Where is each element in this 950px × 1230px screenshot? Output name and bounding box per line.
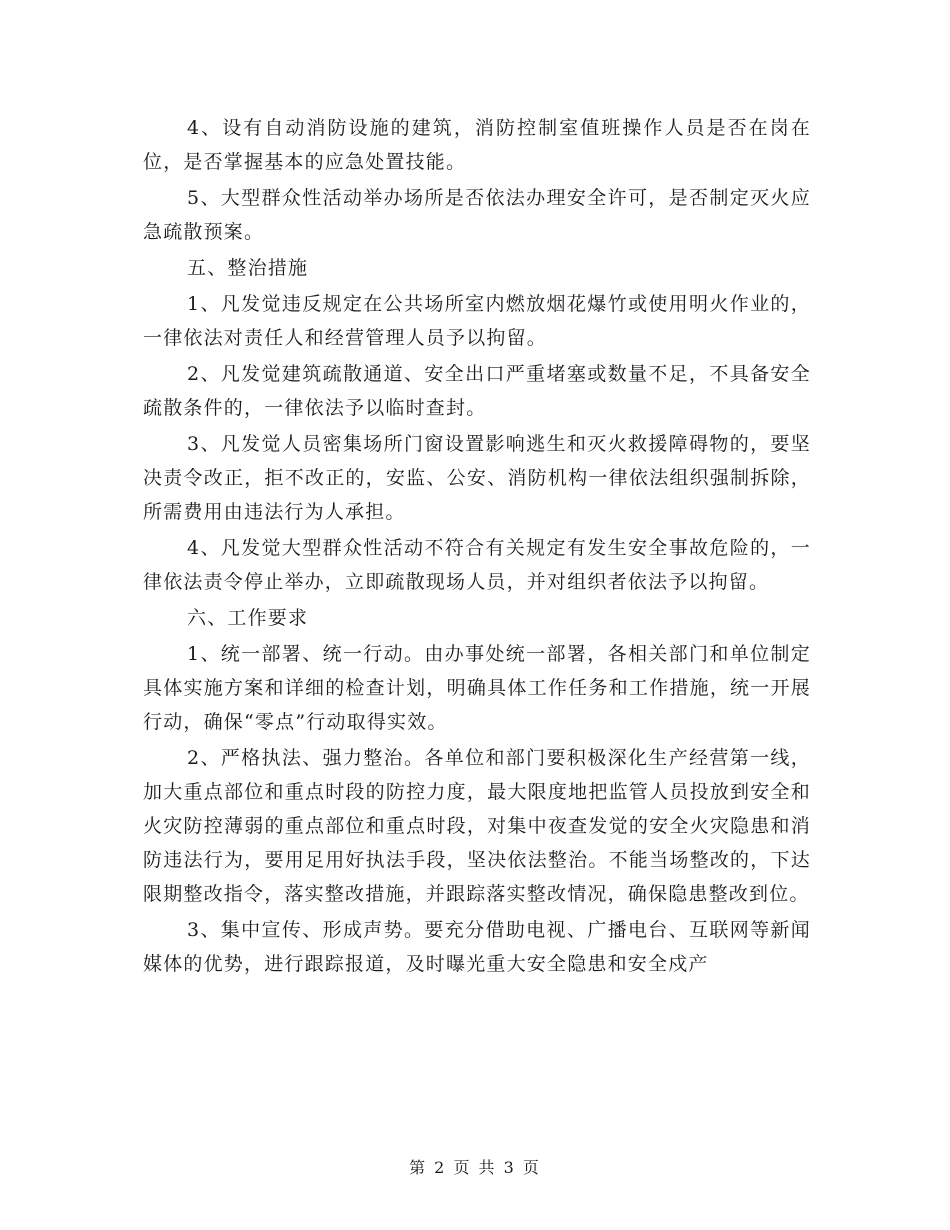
page-footer: 第 2 页 共 3 页 [409, 1158, 541, 1177]
paragraph-requirement-2-enforcement: 2、严格执法、强力整治。各单位和部门要积极深化生产经营第一线，加大重点部位和重点时段的防控力度，最大限度地把监管人员投放到安全和火灾防控薄弱的重点部位和重点时段，对集中夜查发觉的安全火灾隐患和消防违法行为，要用足用好执法手段，坚决依法整治。不能当场整改的，下达限期整改指令，落实整改措施，并跟踪落实整改情况，确保隐患整改到位。 [143, 747, 811, 905]
paragraph-requirement-3-publicity: 3、集中宣传、形成声势。要充分借助电视、广播电台、互联网等新闻媒体的优势，进行跟踪报道，及时曝光重大安全隐患和安全戍产 [143, 919, 811, 975]
paragraph-requirement-1-unified: 1、统一部署、统一行动。由办事处统一部署，各相关部门和单位制定具体实施方案和详细的检查计划，明确具体工作任务和工作措施，统一开展行动，确保“零点”行动取得实效。 [143, 643, 811, 733]
document-body [143, 111, 811, 981]
section-heading-requirements: 六、工作要求 [187, 607, 309, 629]
paragraph-measure-3-windows: 3、凡发觉人员密集场所门窗设置影响逃生和灭火救援障碍物的，要坚决责令改正，拒不改正的，安监、公安、消防机构一律依法组织强制拆除，所需费用由违法行为人承担。 [143, 433, 811, 523]
paragraph-measure-1-fireworks: 1、凡发觉违反规定在公共场所室内燃放烟花爆竹或使用明火作业的，一律依法对责任人和经营管理人员予以拘留。 [143, 293, 811, 349]
section-heading-measures: 五、整治措施 [187, 257, 309, 279]
paragraph-item-5-large-events: 5、大型群众性活动举办场所是否依法办理安全许可，是否制定灭火应急疏散预案。 [143, 187, 811, 243]
paragraph-measure-2-evacuation: 2、凡发觉建筑疏散通道、安全出口严重堵塞或数量不足，不具备安全疏散条件的，一律依法予以临时查封。 [143, 363, 811, 419]
paragraph-measure-4-events: 4、凡发觉大型群众性活动不符合有关规定有发生安全事故危险的，一律依法责令停止举办，立即疏散现场人员，并对组织者依法予以拘留。 [143, 537, 811, 593]
paragraph-item-4-auto-fire-facilities: 4、设有自动消防设施的建筑，消防控制室值班操作人员是否在岗在位，是否掌握基本的应急处置技能。 [143, 117, 811, 173]
